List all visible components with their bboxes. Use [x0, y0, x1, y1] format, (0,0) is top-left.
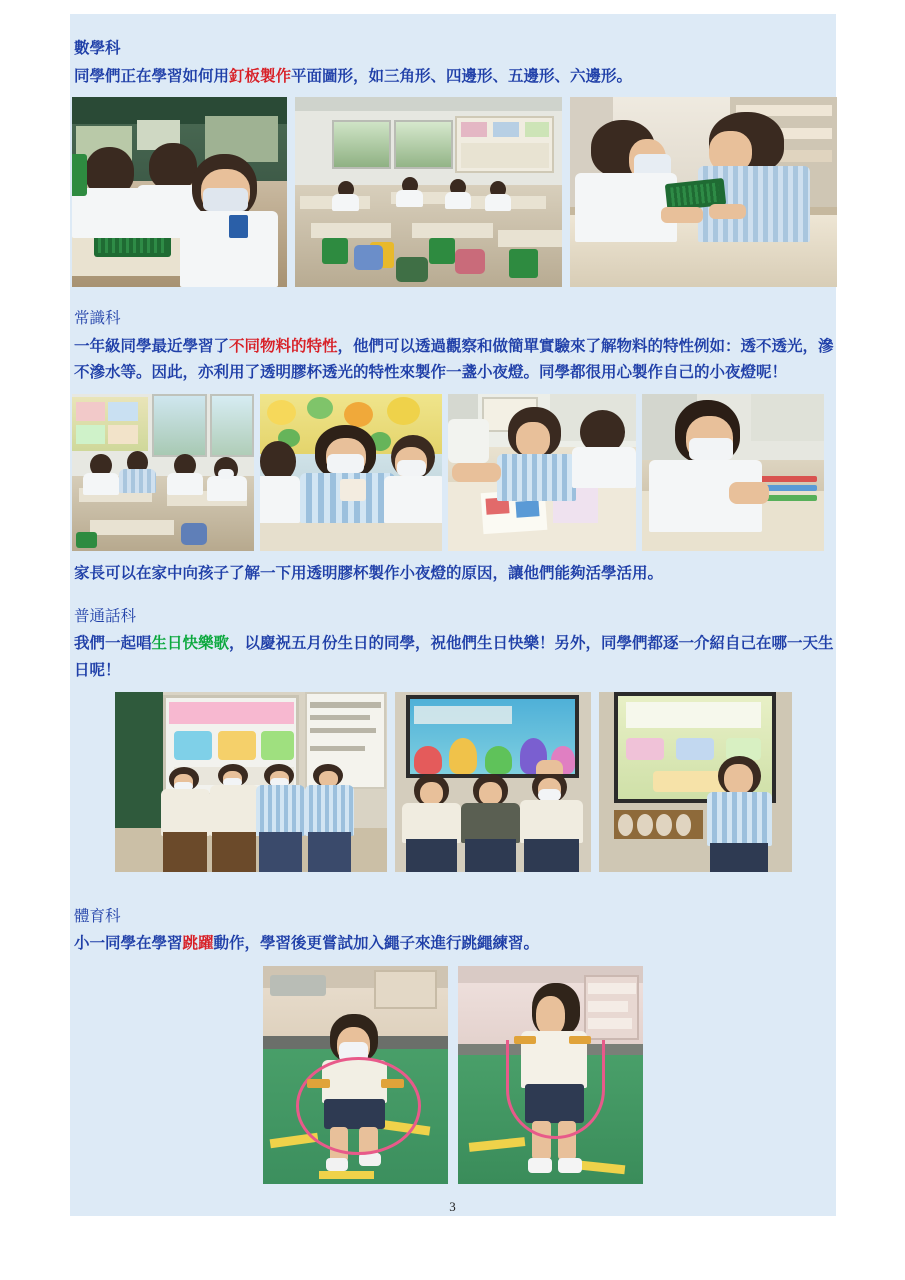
text-run-highlight: 跳躍 — [182, 935, 214, 953]
photo-row-putonghua — [70, 692, 836, 872]
section-title-math: 數學科 — [74, 40, 121, 57]
text-run: 家長可以在家中向孩子了解一下用透明膠杯製作小夜燈的原因，讓他們能夠活學活用。 — [74, 565, 664, 583]
gs-photo-2 — [260, 394, 442, 551]
text-run-highlight: 不同物料的特性 — [229, 337, 338, 355]
section-text-putonghua — [70, 631, 836, 684]
text-run-highlight: 生日快樂歌 — [151, 635, 230, 653]
section-text-general-studies — [70, 334, 836, 387]
photo-row-general-studies — [70, 394, 836, 551]
page-number: 3 — [449, 1199, 456, 1214]
text-run: ，以慶祝五月份生日的同學，祝他們生日快樂！另外，同學們都逐一介紹自己在哪一天生日呢！ — [74, 635, 834, 679]
gs-photo-4 — [642, 394, 824, 551]
text-run-highlight: 釘板製作 — [229, 67, 292, 85]
text-run: 動作，學習後更嘗試加入繩子來進行跳繩練習。 — [213, 935, 540, 953]
section-title-pe: 體育科 — [74, 907, 121, 925]
pth-photo-1 — [115, 692, 387, 872]
text-run: 我們一起唱 — [74, 635, 152, 653]
text-run: 小一同學在學習 — [74, 935, 183, 953]
photo-row-math — [70, 97, 836, 287]
section-text-general-studies-2 — [70, 561, 836, 588]
page-content — [70, 14, 836, 1216]
pth-photo-2 — [395, 692, 591, 872]
text-run: 同學們正在學習如何用 — [74, 67, 230, 85]
section-title-putonghua: 普通話科 — [74, 607, 137, 625]
section-title-general-studies: 常識科 — [74, 310, 121, 328]
text-run: ，他們可以透過觀察和做簡單實驗來了解物料的特性例如：透不透光，滲不滲水等。因此，亦利用了透明膠杯透光的特性來製作一盞小夜燈。同學都很用心製作自己的小夜燈呢！ — [74, 337, 834, 382]
gs-photo-3 — [448, 394, 636, 551]
section-text-pe — [70, 931, 836, 958]
section-text-math — [70, 64, 836, 91]
gs-photo-1 — [72, 394, 254, 551]
math-photo-3 — [570, 97, 837, 287]
pe-photo-1 — [263, 966, 448, 1184]
math-photo-2 — [295, 97, 562, 287]
pe-photo-2 — [458, 966, 643, 1184]
text-run: 平面圖形，如三角形、四邊形、五邊形、六邊形。 — [291, 67, 633, 85]
text-run: 一年級同學最近學習了 — [74, 337, 230, 355]
math-photo-1 — [72, 97, 287, 287]
pth-photo-3 — [599, 692, 792, 872]
photo-row-pe — [70, 966, 836, 1184]
